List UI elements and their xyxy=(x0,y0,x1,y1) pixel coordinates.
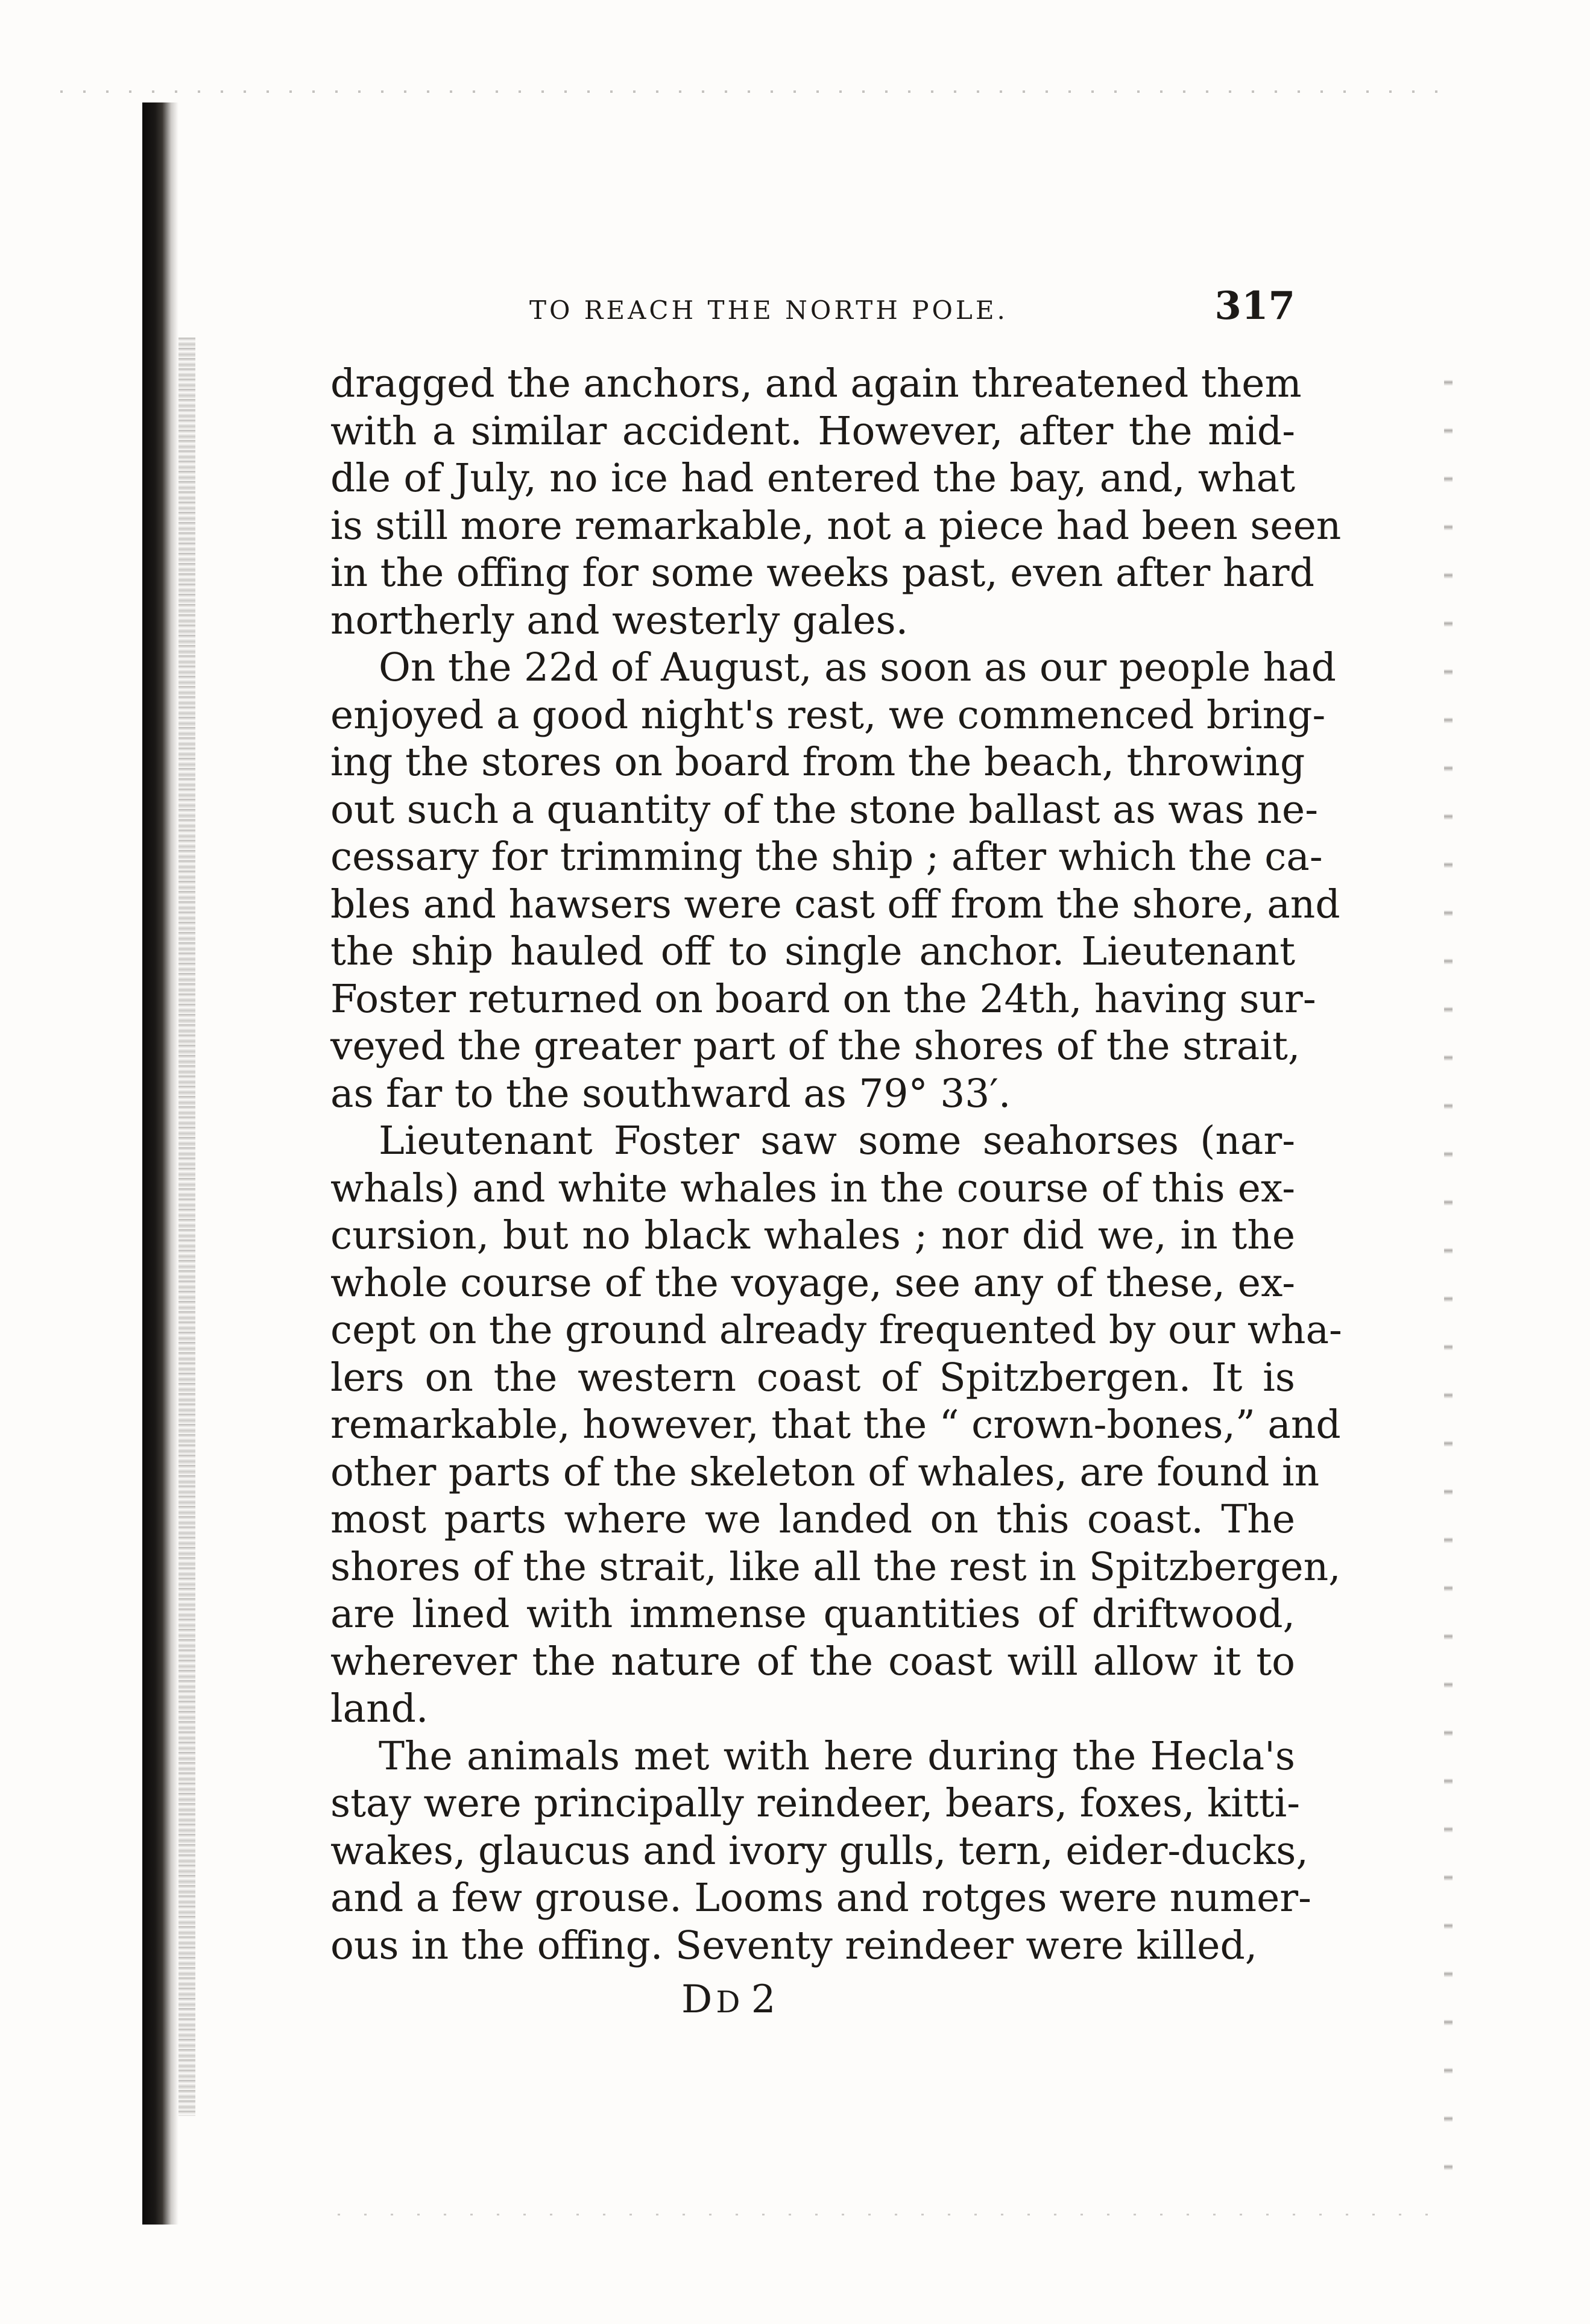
binding-shadow xyxy=(142,102,178,2225)
text-line: with a similar accident. However, after the mid- xyxy=(330,408,1295,454)
text-line: shores of the strait, like all the rest in Spitzbergen, xyxy=(330,1544,1341,1590)
text-line: other parts of the skeleton of whales, are found in xyxy=(330,1449,1320,1495)
text-line: as far to the southward as 79° 33′. xyxy=(330,1071,1011,1116)
text-line: Lieutenant Foster saw some seahorses (nar- xyxy=(379,1118,1295,1164)
text-line: cessary for trimming the ship ; after which the ca- xyxy=(330,834,1323,880)
text-line: dle of July, no ice had entered the bay, and, what xyxy=(330,456,1295,501)
text-line: whals) and white whales in the course of this ex- xyxy=(330,1165,1295,1211)
text-line: ing the stores on board from the beach, throwing xyxy=(330,740,1305,785)
text-line: The animals met with here during the Hecla's xyxy=(379,1733,1295,1779)
text-line: bles and hawsers were cast off from the shore, and xyxy=(330,881,1340,927)
text-line: wakes, glaucus and ivory gulls, tern, eider-ducks, xyxy=(330,1828,1308,1874)
text-line: in the offing for some weeks past, even after hard xyxy=(330,550,1314,596)
text-line: enjoyed a good night's rest, we commenced bring- xyxy=(330,692,1326,738)
scan-noise-top xyxy=(60,90,1447,93)
signature-number: 2 xyxy=(751,1977,780,2022)
text-line: lers on the western coast of Spitzbergen. It is xyxy=(330,1355,1295,1400)
text-line: out such a quantity of the stone ballast as was ne- xyxy=(330,787,1319,833)
text-line: dragged the anchors, and again threatened them xyxy=(330,361,1302,406)
text-line: is still more remarkable, not a piece had been seen xyxy=(330,503,1342,549)
binding-speckle xyxy=(178,338,195,2116)
text-line: most parts where we landed on this coast. The xyxy=(330,1497,1295,1542)
text-line: Foster returned on board on the 24th, having sur- xyxy=(330,976,1316,1022)
running-title: TO REACH THE NORTH POLE. xyxy=(529,295,1008,325)
signature-letter: D xyxy=(681,1977,716,2022)
text-line: land. xyxy=(330,1686,429,1731)
scan-noise-right-edge xyxy=(1444,338,1453,2206)
text-line: remarkable, however, that the “ crown-bones,” and xyxy=(330,1402,1341,1447)
text-line: wherever the nature of the coast will allow it to xyxy=(330,1639,1295,1684)
text-line: veyed the greater part of the shores of the strait, xyxy=(330,1024,1301,1069)
text-line: the ship hauled off to single anchor. Lieutenant xyxy=(330,929,1295,974)
page-number: 317 xyxy=(1214,283,1295,329)
text-line: On the 22d of August, as soon as our people had xyxy=(379,645,1336,690)
body-text xyxy=(330,361,1342,1970)
text-line: whole course of the voyage, see any of these, ex- xyxy=(330,1260,1295,1306)
text-line: cept on the ground already frequented by our wha- xyxy=(330,1308,1342,1353)
scan-noise-bottom xyxy=(338,2214,1441,2215)
page-header xyxy=(330,283,1295,338)
text-line: northerly and westerly gales. xyxy=(330,597,909,643)
text-line: stay were principally reindeer, bears, foxes, kitti- xyxy=(330,1781,1301,1826)
signature-mark xyxy=(681,1977,780,2022)
signature-letter-small: D xyxy=(716,1985,744,2020)
text-line: cursion, but no black whales ; nor did we, in the xyxy=(330,1213,1295,1258)
text-line: and a few grouse. Looms and rotges were numer- xyxy=(330,1875,1311,1921)
text-line: are lined with immense quantities of driftwood, xyxy=(330,1592,1295,1637)
text-line: ous in the offing. Seventy reindeer were killed, xyxy=(330,1922,1258,1968)
